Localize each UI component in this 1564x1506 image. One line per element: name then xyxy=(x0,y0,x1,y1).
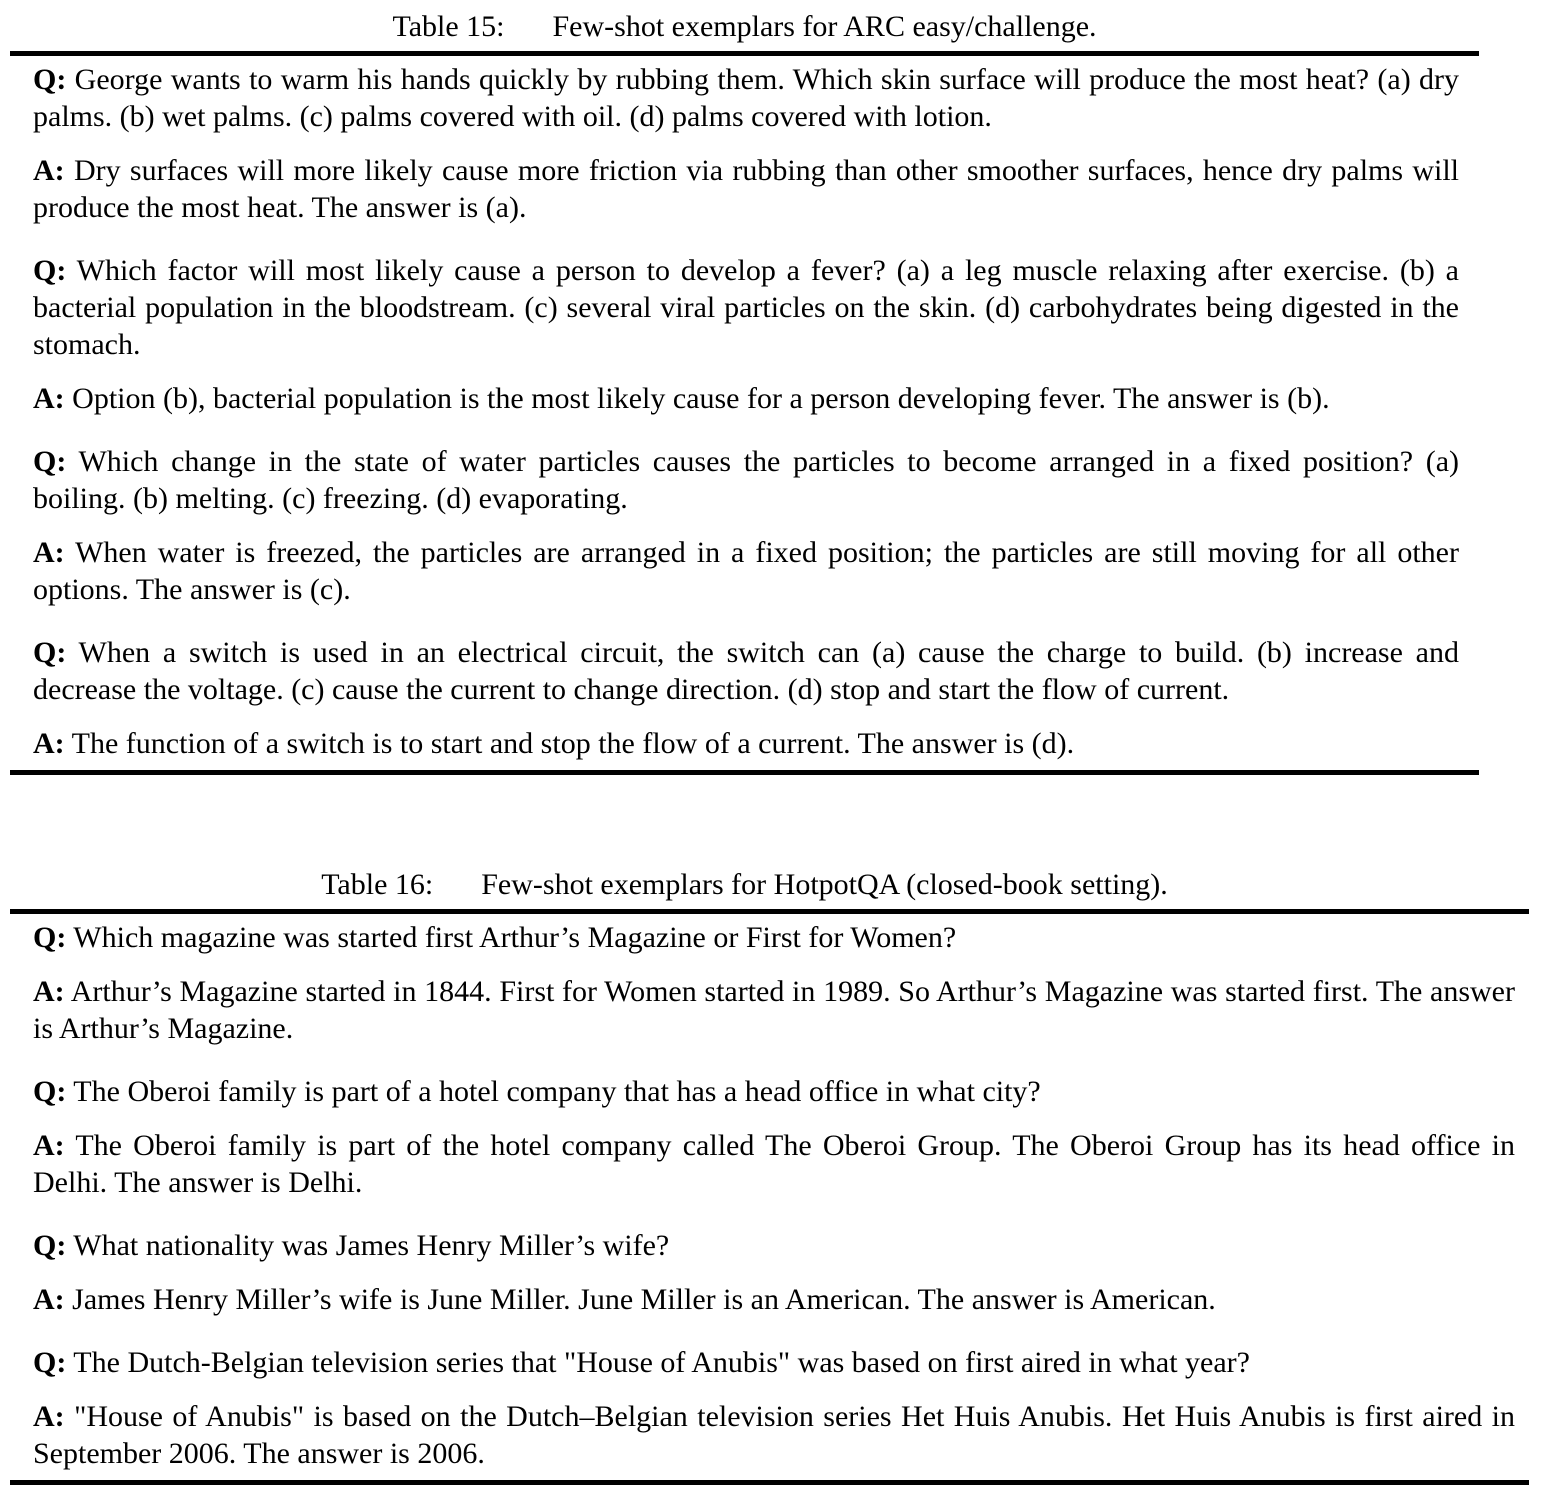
table-15-caption-text: Few-shot exemplars for ARC easy/challenge. xyxy=(552,10,1097,43)
a-label: A: xyxy=(33,382,65,415)
table-15-exemplar-3-answer xyxy=(33,534,1459,608)
table-16 xyxy=(10,866,1564,1485)
table-16-exemplar-2-answer xyxy=(33,1127,1515,1201)
a-label: A: xyxy=(33,1400,65,1433)
table-16-exemplar-3-question xyxy=(33,1227,1515,1264)
answer-text: When water is freezed, the particles are arranged in a fixed position; the particles are still moving for all other options. The answer is (c). xyxy=(33,536,1459,606)
question-text: Which change in the state of water particles causes the particles to become arranged in a fixed position? (a) boiling. (b) melting. (c) freezing. (d) evaporating. xyxy=(33,445,1459,515)
q-label: Q: xyxy=(33,1075,67,1108)
table-15-exemplar-4-answer xyxy=(33,725,1459,762)
table-15-caption-label: Table 15: xyxy=(392,10,505,43)
q-label: Q: xyxy=(33,1346,67,1379)
table-15-exemplar-2-answer xyxy=(33,380,1459,417)
answer-text: Arthur’s Magazine started in 1844. First for Women started in 1989. So Arthur’s Magazine was started first. The answer is Arthur’s Magazine. xyxy=(33,975,1515,1045)
answer-text: The function of a switch is to start and stop the flow of a current. The answer is (d). xyxy=(71,727,1075,760)
a-label: A: xyxy=(33,536,65,569)
answer-text: Dry surfaces will more likely cause more friction via rubbing than other smoother surfaces, hence dry palms will produce the most heat. The answer is (a). xyxy=(33,154,1459,224)
table-15-body xyxy=(10,56,1479,770)
table-16-caption xyxy=(10,866,1479,903)
table-16-caption-label: Table 16: xyxy=(321,868,434,901)
answer-text: The Oberoi family is part of the hotel company called The Oberoi Group. The Oberoi Group has its head office in Delhi. The answer is Delhi. xyxy=(33,1129,1515,1199)
q-label: Q: xyxy=(33,921,67,954)
table-15-exemplar-1-question xyxy=(33,61,1459,135)
table-16-exemplar-1-question xyxy=(33,919,1515,956)
question-text: George wants to warm his hands quickly by rubbing them. Which skin surface will produce the most heat? (a) dry palms. (b) wet palms. (c) palms covered with oil. (d) palms covered with lotion. xyxy=(33,63,1460,133)
a-label: A: xyxy=(33,727,65,760)
table-15-exemplar-1-answer xyxy=(33,152,1459,226)
question-text: Which magazine was started first Arthur’s Magazine or First for Women? xyxy=(73,921,957,954)
table-15-bottom-rule xyxy=(10,770,1479,775)
table-16-exemplar-4-question xyxy=(33,1344,1515,1381)
answer-text: "House of Anubis" is based on the Dutch–Belgian television series Het Huis Anubis. Het Huis Anubis is first aired in September 2006. The answer is 2006. xyxy=(33,1400,1515,1470)
table-15-exemplar-3-question xyxy=(33,443,1459,517)
question-text: The Oberoi family is part of a hotel company that has a head office in what city? xyxy=(73,1075,1041,1108)
table-16-exemplar-2-question xyxy=(33,1073,1515,1110)
table-16-caption-text: Few-shot exemplars for HotpotQA (closed-book setting). xyxy=(481,868,1168,901)
a-label: A: xyxy=(33,975,65,1008)
question-text: The Dutch-Belgian television series that "House of Anubis" was based on first aired in what year? xyxy=(73,1346,1250,1379)
q-label: Q: xyxy=(33,445,67,478)
a-label: A: xyxy=(33,154,65,187)
table-16-exemplar-3-answer xyxy=(33,1281,1515,1318)
question-text: What nationality was James Henry Miller’s wife? xyxy=(73,1229,670,1262)
table-16-exemplar-4-answer xyxy=(33,1398,1515,1472)
table-15-caption xyxy=(10,0,1479,45)
table-16-exemplar-1-answer xyxy=(33,973,1515,1047)
table-15-exemplar-4-question xyxy=(33,634,1459,708)
a-label: A: xyxy=(33,1283,65,1316)
q-label: Q: xyxy=(33,1229,67,1262)
question-text: When a switch is used in an electrical circuit, the switch can (a) cause the charge to build. (b) increase and decrease the voltage. (c) cause the current to change direction. (d) stop and start the flow of current. xyxy=(33,636,1459,706)
table-15-exemplar-2-question xyxy=(33,252,1459,363)
table-15 xyxy=(10,0,1564,775)
table-16-bottom-rule xyxy=(10,1480,1529,1485)
a-label: A: xyxy=(33,1129,65,1162)
question-text: Which factor will most likely cause a person to develop a fever? (a) a leg muscle relaxing after exercise. (b) a bacterial population in the bloodstream. (c) several viral particles on the skin. (d) carbohydrates being digested in the stomach. xyxy=(33,254,1459,361)
answer-text: James Henry Miller’s wife is June Miller. June Miller is an American. The answer is American. xyxy=(72,1283,1216,1316)
q-label: Q: xyxy=(33,63,67,96)
answer-text: Option (b), bacterial population is the most likely cause for a person developing fever. The answer is (b). xyxy=(72,382,1330,415)
table-16-body xyxy=(10,914,1529,1480)
q-label: Q: xyxy=(33,636,67,669)
q-label: Q: xyxy=(33,254,67,287)
